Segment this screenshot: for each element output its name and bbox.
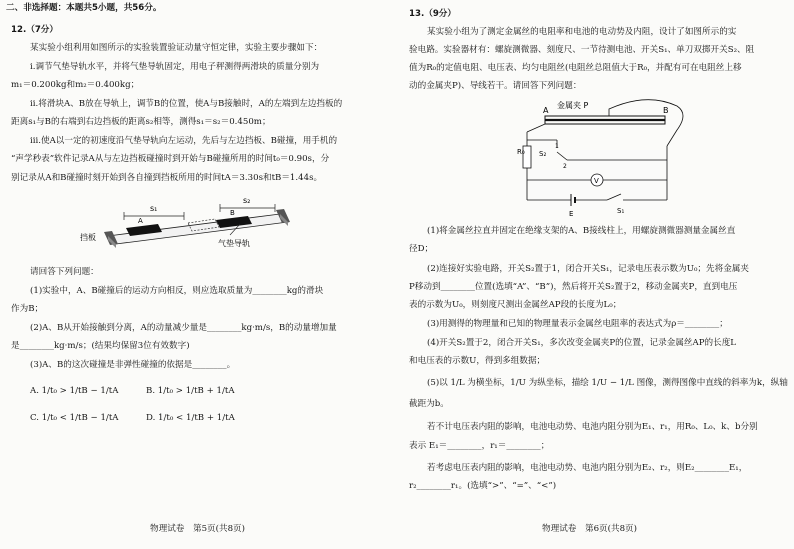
q13-part3: (3)用测得的物理量和已知的物理量表示金属丝电阻率的表达式为ρ＝________； [427, 319, 728, 329]
q13-intro-cont3: 动的金属夹P)、导线若干。请回答下列问题： [409, 81, 582, 91]
q13-intro-cont2: 值为R₀的定值电阻、电压表、均匀电阻丝(电阻丝总阻值大于R₀，并配有可在电阻丝上移 [409, 63, 742, 73]
circuit-figure [517, 92, 717, 220]
q13-part7-cont: r₂________r₁。(选填“>”、“=”、“<”) [409, 481, 557, 491]
q12-header: 12.（7分） [11, 25, 58, 35]
terminal-a-label: A [543, 106, 549, 115]
s2-pos2: 2 [563, 163, 567, 170]
wire-a-left [527, 124, 545, 132]
q12-ask: 请回答下列问题： [30, 267, 99, 277]
clip-wire [609, 100, 683, 146]
s2-label: S₂ [539, 150, 547, 158]
s2-label: s₂ [243, 196, 251, 205]
q12-part1-cont: 作为B； [11, 304, 44, 314]
slider-b-label: B [230, 209, 235, 217]
q12-step3-cont2: 别记录从A和B碰撞时刻开始到各自撞到挡板所用的时间tA＝3.30s和tB＝1.44s。 [11, 173, 323, 183]
q13-part6-cont: 表示 E₁＝________，r₁＝________； [409, 441, 550, 451]
q12-step1-cont: m₁＝0.200kg和m₂＝0.400kg； [11, 80, 140, 90]
s1-blade [607, 194, 621, 200]
baffle-label: 挡板 [80, 233, 96, 242]
q13-part6: 若不计电压表内阻的影响，电池电动势、电池内阻分别为E₁、r₁，用R₀、L₀、k、b分别 [427, 422, 758, 432]
q12-step3: iii.使A以一定的初速度沿气垫导轨向左运动，先后与左边挡板、B碰撞，用手机的 [30, 136, 338, 146]
s1-label: S₁ [617, 207, 625, 215]
s2-blade [557, 152, 567, 160]
q12-step1: i.调节气垫导轨水平，并将气垫导轨固定，用电子秤测得两滑块的质量分别为 [30, 62, 320, 72]
q13-part5: (5)以 1/L 为横坐标，1/U 为纵坐标，描绘 1/U − 1/L 图像，测得图像中直线的斜率为k，纵轴 [427, 378, 788, 388]
q13-intro-cont1: 验电路。实验器材有：螺旋测微器、刻度尺、一节待测电池、开关S₁、单刀双掷开关S₂、阻 [409, 45, 755, 55]
q12-step2-cont: 距离s₁与B的右端到右边挡板的距离s₂相等，测得s₁＝s₂＝0.450m； [11, 117, 271, 127]
rail-label: 气垫导轨 [218, 239, 250, 248]
option-c: C. 1/t₀ < 1/tB − 1/tA [30, 413, 119, 423]
option-d: D. 1/t₀ < 1/tB + 1/tA [146, 413, 235, 423]
option-a: A. 1/t₀ > 1/tB − 1/tA [30, 386, 119, 396]
right-footer: 物理试卷 第6页(共8页) [542, 524, 637, 534]
r0-label: R₀ [517, 148, 525, 156]
q13-part1: (1)将金属丝拉直并固定在绝缘支架的A、B接线柱上，用螺旋测微器测量金属丝直 [427, 226, 736, 236]
s1-label: s₁ [150, 204, 158, 213]
q13-intro: 某实验小组为了测定金属丝的电阻率和电池的电动势及内阻，设计了如图所示的实 [427, 27, 737, 37]
q12-step2: ii.将滑块A、B放在导轨上，调节B的位置，使A与B接触时，A的左端到左边挡板的 [30, 99, 343, 109]
q12-part2: (2)A、B从开始接触到分离，A的动量减少量是________kg·m/s，B的动量增加量 [30, 323, 337, 333]
q12-part3: (3)A、B的这次碰撞是非弹性碰撞的依据是________。 [30, 360, 236, 370]
q12-intro: 某实验小组利用如图所示的实验装置验证动量守恒定律，实验主要步骤如下： [30, 43, 323, 53]
q12-part1: (1)实验中，A、B碰撞后的运动方向相反，则应选取质量为________kg的滑块 [30, 286, 324, 296]
q13-header: 13.（9分） [409, 9, 456, 19]
air-track-figure [80, 190, 310, 260]
q13-part2-cont1: P移动到________位置(选填“A”、“B”)，然后将开关S₂置于2，移动金属夹P，直到电压 [409, 282, 738, 292]
s2-pos1: 1 [555, 143, 559, 150]
left-footer: 物理试卷 第5页(共8页) [150, 524, 245, 534]
q13-part4: (4)开关S₂置于2，闭合开关S₁，多次改变金属夹P的位置，记录金属丝AP的长度L [427, 338, 737, 348]
q12-part2-cont: 是________kg·m/s；(结果均保留3位有效数字) [11, 341, 190, 351]
slider-a-label: A [138, 217, 143, 225]
q13-part7: 若考虑电压表内阻的影响，电池电动势、电池内阻分别为E₂、r₂，则E₂________E₁， [427, 463, 748, 473]
right-page [397, 0, 794, 549]
option-b: B. 1/t₀ > 1/tB + 1/tA [146, 386, 235, 396]
voltmeter-label: V [594, 177, 599, 185]
clip-label: 金属夹 P [557, 101, 589, 110]
q13-part1-cont: 径D； [409, 244, 434, 254]
q13-part2-cont2: 表的示数为U₀，则刻度尺测出金属丝AP段的长度为L₀； [409, 300, 622, 310]
terminal-b-label: B [663, 106, 669, 115]
q13-part5-cont: 截距为b。 [409, 399, 449, 409]
q13-part2: (2)连接好实验电路，开关S₂置于1，闭合开关S₁，记录电压表示数为U₀；先将金属夹 [427, 264, 749, 274]
q13-part4-cont: 和电压表的示数U，得到多组数据； [409, 356, 546, 366]
q12-step3-cont1: “声学秒表”软件记录A从与左边挡板碰撞时到开始与B碰撞所用的时间t₀＝0.90s，分 [11, 154, 330, 164]
section-title: 二、非选择题：本题共5小题，共56分。 [6, 3, 162, 13]
battery-label: E [569, 210, 574, 218]
